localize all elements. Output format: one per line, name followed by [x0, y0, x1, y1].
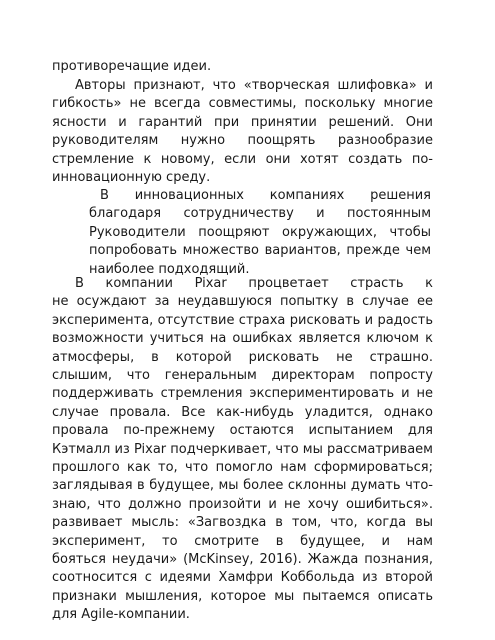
text-line: провала по-прежнему остаются испытанием для: [52, 423, 433, 439]
text-line: В компании Pixar процветает страсть к: [75, 276, 433, 291]
text-line: слышим, что генеральным директорам попросту: [52, 368, 433, 383]
text-line: знаю, что должно произойти и не хочу ошибиться».: [52, 496, 433, 512]
quote-line: В инновационных компаниях решения: [100, 188, 431, 203]
text-line: инновационную среду.: [52, 170, 211, 185]
text-line: эксперимент, то смотрите в будущее, и нам: [52, 533, 433, 549]
text-line: ясности и гарантий при принятии решений. Они: [52, 114, 433, 130]
text-line: случае провала. Все как-нибудь уладится, однако: [52, 404, 433, 420]
text-line: заглядывая в будущее, мы более склонны думать что-: [52, 478, 433, 494]
text-line: гибкость» не всегда совместимы, поскольку многие: [52, 96, 433, 112]
quote-line: Руководители поощряют окружающих, чтобы: [89, 224, 431, 240]
text-line: Авторы признают, что «творческая шлифовка» и: [75, 78, 433, 93]
text-line: для Agile-компании.: [52, 607, 190, 623]
text-line: противоречащие идеи.: [52, 59, 212, 74]
text-line: не осуждают за неудавшуюся попытку в случае ее: [52, 294, 433, 310]
quote-line: попробовать множество вариантов, прежде чем: [89, 243, 431, 259]
text-line: возможности учиться на ошибках является ключом к: [52, 331, 433, 347]
text-line: соотносится с идеями Хамфри Коббольда из второй: [52, 570, 433, 586]
text-line: Кэтмалл из Pixar подчеркивает, что мы рассматриваем: [52, 441, 433, 457]
quote-line: благодаря сотрудничеству и постоянным: [89, 206, 431, 222]
text-line: эксперимента, отсутствие страха рисковать и радость: [52, 312, 433, 328]
text-line: атмосферы, в которой рисковать не страшно.: [52, 349, 433, 365]
text-line: стремление к новому, если они хотят создать по-: [52, 151, 433, 167]
text-line: поддерживать стремления экспериментировать и не: [52, 386, 433, 402]
text-line: признаки мышления, которое мы пытаемся описать: [52, 588, 433, 604]
text-line: прошлого как то, что помогло нам сформироваться;: [52, 460, 433, 475]
text-line: развивает мысль: «Загвоздка в том, что, когда вы: [52, 515, 433, 531]
text-line: бояться неудачи» (McKinsey, 2016). Жажда познания,: [52, 552, 433, 567]
quote-line: наиболее подходящий.: [89, 261, 250, 277]
text-line: руководителям нужно поощрять разнообразие: [52, 133, 433, 149]
